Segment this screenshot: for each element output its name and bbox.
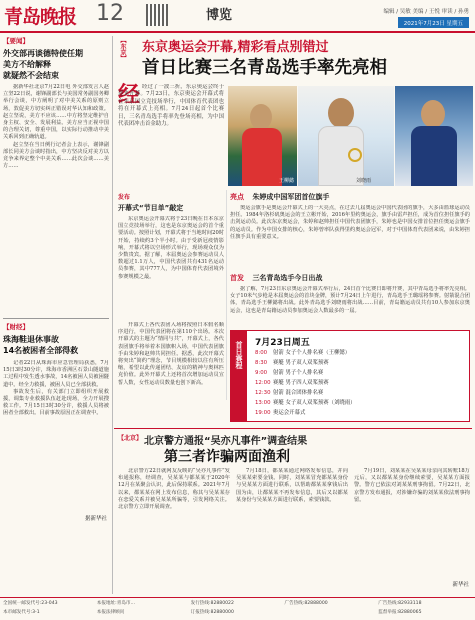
schedule-event: 射箭 男子个人排名赛: [273, 370, 324, 376]
footer-item: 发行热线:82880022: [190, 601, 234, 606]
section-3-kicker: 首发: [230, 274, 244, 282]
lead-dropcap: 经: [118, 82, 141, 108]
left-headline-2-line2: 14名被困者全部得救: [3, 346, 79, 355]
schedule-row: [255, 378, 465, 388]
date-text: 2021年7月23日 星期五: [403, 21, 463, 27]
left-article-2: [3, 360, 109, 510]
bottom-kicker: 【北京】: [118, 435, 143, 442]
left-article-2-p1: 记者22日从珠海市应急管理局获悉，7月15日3时30分许，珠海市香洲区石景山隧道施工过程中发生透水事故，14名被困人员被困隧道中。经全力救援，被困人员已全部获救。: [3, 360, 109, 388]
schedule-row: [255, 388, 465, 398]
bottom-headline-2: 第三者诈骗两面渔利: [164, 449, 290, 465]
left-headline-1-line2: 美方不给解释: [3, 60, 51, 69]
left-article-1-p2: 赵立坚在当日例行记者会上表示，谢锋副部长同美方会谈时指出，中方坚决反对美方以竞争来界定整个中美关系……此次会谈……美方……: [3, 141, 109, 170]
schedule-box: [230, 330, 470, 422]
section-title: 博览: [206, 8, 233, 23]
medal-ring: [348, 148, 362, 162]
section-2-heading: [230, 192, 470, 202]
schedule-row: [255, 408, 465, 418]
schedule-event: 赛艇 男子四人双桨预赛: [273, 380, 329, 386]
bottom-col-1-text: 北京警方22日就网友反映的“吴亦凡事件”发布通报称，经调查，吴某某与都某某于2020年12月在某聚会认识，此后保持联系。2021年7月以来，都某某在网上发布信息，称其与吴某某存在恋爱关系并被吴某某所骗等，引发网络关注。北京警方立即开展调查。: [118, 468, 230, 511]
schedule-event: 赛艇 女子双人双桨预赛（刘晓雨）: [273, 400, 356, 406]
section-1-body-a-text: 东京奥运会开幕式将于23日晚在日本东京国立竞技场举行，这也是东京奥运会的首个重要活动。按照计划，开幕式将于当地时间20时开始，持续约3个半小时。由于受新冠疫情影响，开幕式将以空场形式举行，现场观众仅为少数贵宾。据了解，本届奥运会参赛运动员人数超过1.1万人，中国代表团共有431名运动员参赛，其中777人，为中国体育代表团境外参赛规模之最。: [118, 216, 224, 280]
schedule-row: [255, 358, 465, 368]
section-2-body-text: 奥运会旗手是奥运会开幕式上的一大亮点，在过去几届奥运会中国代表团的旗手，大多由篮球运动员担任。1984年洛杉矶奥运会的王立彬开始，2016年里约奥运会，旗手由雷声担任，成为首位担任旗手的击剑运动员。此次东京奥运会，朱婷和赵帅担任中国代表团旗手，朱婷也是中国女排首位担任奥运会旗手的运动员。作为中国女排的核心，朱婷曾率队获得里约奥运会冠军，对于中国体育代表团来说，由朱婷担任旗手具有重要意义。: [230, 205, 470, 240]
athlete-left-body: [242, 128, 282, 186]
left-byline: 据新华社: [84, 516, 107, 522]
schedule-time: 12:30: [255, 390, 271, 396]
footer-item: 监督举报:82880065: [378, 610, 422, 615]
schedule-event: 赛艇 男子双人双桨预赛: [273, 360, 329, 366]
editor-line: 编辑 / 吴敏 美编 / 王悦 审读 / 孙勇: [383, 9, 469, 15]
footer-item: 全国统一邮发代号:23-043: [3, 601, 58, 606]
schedule-time: 8:30: [255, 360, 268, 366]
athlete-left-head: [250, 104, 272, 130]
left-article-1-p1: 据新华社北京7月22日电 外交部发言人赵立坚22日说，谢锋副部长与美国常务副国务卿举行会谈，中方阐明了对中美关系的原则立场，敦促美方切实纠正错误对华认知和政策。赵立坚说，美方不应该……中方将坚定维护自身主权、安全、发展利益。美方应当正视中国的合理关切，尊重中国，以实际行动推动中美关系回到正确轨道。: [3, 84, 109, 141]
bottom-byline: 新华社: [452, 582, 469, 588]
schedule-time: 12:00: [255, 380, 271, 386]
photo-caption-right: 刘晓雨: [356, 178, 372, 184]
left-headline-2: [3, 334, 78, 356]
lead-box: [118, 84, 224, 188]
section-1-body-a: [118, 216, 224, 320]
left-article-1: [3, 84, 109, 302]
bottom-col-2: [236, 468, 348, 586]
footer-item: 订报热线:82880000: [190, 610, 234, 615]
schedule-event: 射箭 女子个人排名赛（王柳懿）: [273, 350, 351, 356]
athlete-right-body: [411, 126, 457, 186]
section-3-heading: [230, 273, 470, 283]
section-1-body-b: [118, 322, 224, 410]
schedule-side-text: 首日赛程: [235, 341, 243, 369]
left-headline-2-line1: 珠海鞋退休事故: [3, 335, 59, 344]
bottom-col-2-text: 7月18日，都某某通过网络发布信息，并向吴某某索要金钱。同时，刘某某冒充都某某身份与吴某某方面进行联系，以帮助都某某拿钱后出国为由，让都某某不再发布信息，其后又以都某某身份与吴某某方面进行联系，索要钱款。: [236, 468, 348, 503]
footer-item: 广告热线:82933118: [378, 601, 422, 606]
section-3-body-text: 据了解，7月23日东京奥运会开幕式举行后，24日首个比赛日即将开赛，其中青岛选手将率先亮相。女子10米气步枪是本届奥运会的首块金牌，预计7月24日上午进行，青岛选手王璐瑶将参赛。射箭混合团体，青岛选手王柳懿将出战。此外青岛选手刘晓雨将出战……目前，青岛籍运动员共有10人参加东京奥运会，这也是青岛籍运动员参加奥运会人数最多的一届。: [230, 286, 470, 314]
athlete-photo-middle: [298, 86, 394, 186]
section-1-body-b-text: 开幕式上各代表团入场将按照日本假名顺序进行，中国代表团将在第110个出场。本次开幕式的主题为“情同与共”，开幕式上，各代表团旗手将举着本国旗帜入场，中国代表团旗手由朱婷和赵帅共同担任。据悉，此次开幕式将突出“简约”理念，节目规模相较以往有所压缩，希望以此传递团结、友谊的精神与奥林匹克价值。此外开幕式上还将首次增加运动员宣誓人数，女性运动员数量也创下新高。: [118, 322, 224, 386]
photo-caption-left: 王柳懿: [278, 178, 294, 184]
page-number: 12: [96, 1, 124, 26]
section-2-title: 朱婷成中国军团首位旗手: [252, 193, 330, 201]
main-headline-1: 东京奥运会开幕,精彩看点别错过: [142, 40, 329, 55]
lead-text: 经过了一波三折，东京奥运会终于迎来开幕。7月23日，东京奥运会开幕式将在东京国立竞技场举行，中国体育代表团也将在开幕式上亮相。7月24日起首个比赛日，三名青岛选手将率先登场亮相，为中国代表团冲击首金助力。: [118, 84, 224, 128]
schedule-time: 9:00: [255, 370, 268, 376]
schedule-title: 7月23日周五: [255, 338, 310, 348]
section-2-body: [230, 205, 470, 269]
footer-item: 本报地址:青岛市…: [96, 601, 136, 606]
date-line: [398, 17, 469, 28]
footer-item: [284, 609, 378, 618]
schedule-event: 奥运会开幕式: [273, 410, 306, 416]
left-headline-1: [3, 48, 109, 81]
newspaper-logo: 青岛晚报: [4, 6, 77, 28]
footer-item: 本报法律顾问: [96, 610, 125, 615]
schedule-side-label: [231, 331, 247, 421]
left-tag-2: 【财经】: [3, 323, 29, 331]
schedule-time: 19:00: [255, 410, 271, 416]
schedule-event: 射箭 混合团体排名赛: [273, 390, 324, 396]
schedule-row: [255, 368, 465, 378]
bottom-col-3: [354, 468, 470, 578]
main-headline-2: 首日比赛三名青岛选手率先亮相: [142, 58, 387, 78]
footer: [3, 600, 472, 618]
left-column: [3, 36, 109, 596]
main-section-1: [118, 192, 224, 410]
footer-item: 本市邮发代号:3-1: [3, 610, 40, 615]
schedule-row: [255, 398, 465, 408]
athlete-photo-left: [228, 86, 297, 186]
schedule-time: 13:00: [255, 400, 271, 406]
left-headline-1-line1: 外交部再谈德特使任期: [3, 49, 83, 58]
schedule-list: [255, 348, 465, 418]
athlete-middle-head: [328, 98, 354, 128]
section-3-title: 三名青岛选手今日出战: [252, 274, 323, 282]
footer-item: 广告热线:82888000: [284, 601, 328, 606]
section-1-kicker: 发布: [118, 194, 131, 201]
section-2-kicker: 亮点: [230, 193, 244, 201]
section-1-title: 开幕式“节目单”敲定: [118, 204, 184, 212]
athlete-photo-right: [395, 86, 473, 186]
main-kicker: 【东京】: [119, 37, 126, 61]
bottom-col-1: [118, 468, 230, 586]
left-headline-1-line3: 就疑然不会结束: [3, 71, 59, 80]
qr-code: [146, 4, 168, 26]
schedule-time: 8:00: [255, 350, 268, 356]
schedule-row: [255, 348, 465, 358]
left-tag-1: 【要闻】: [3, 37, 29, 45]
bottom-col-3-text: 7月19日，刘某某在吴某某母亲向其转账18万元后，又以都某某身份继续索要，吴某某方面报警。警方已依法对刘某某刑事拘留。7月22日，北京警方发布通报，对涉嫌诈骗的刘某某依法刑事拘留。: [354, 468, 470, 503]
left-article-2-p2: 事故发生后，有关部门立即组织开展救援，调集专业救援队伍赶赴现场，全力开展搜救工作。7月15日3时30分许，救援人员将被困者全部救出。目前事故原因正在调查中。: [3, 388, 109, 417]
masthead: [0, 0, 475, 32]
athlete-right-head: [421, 100, 445, 128]
bottom-headline-1: 北京警方通报“吴亦凡事件”调查结果: [144, 436, 308, 447]
